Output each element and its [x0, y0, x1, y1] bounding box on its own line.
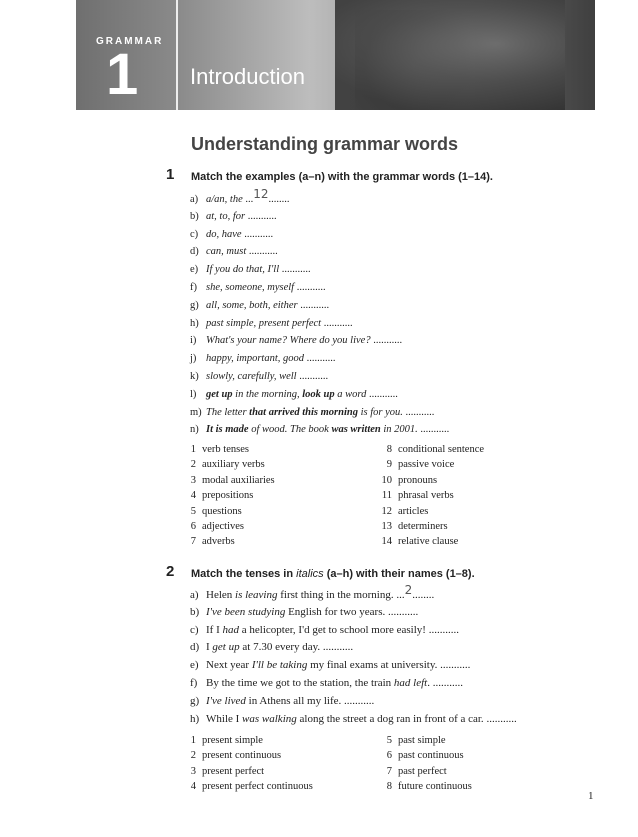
exercise-1-number: 1 [166, 166, 175, 183]
banner-photo-students [335, 0, 565, 110]
handwritten-answer[interactable]: 12 [253, 187, 269, 201]
list-item: f) she, someone, myself ........... [190, 281, 326, 293]
exercise-2-number: 2 [166, 563, 175, 580]
list-item: 8 conditional sentence [386, 444, 485, 455]
list-item: c) If I had a helicopter, I'd get to school more easily! ........... [190, 623, 459, 636]
list-item: a) Helen is leaving first thing in the morning. ...2........ [190, 583, 435, 601]
list-item: d) can, must ........... [190, 246, 278, 258]
exercise-2-instruction: Match the tenses in italics (a–h) with their names (1–8). [191, 568, 475, 580]
list-item: d) I get up at 7.30 every day. ........... [190, 641, 354, 654]
list-item: e) If you do that, I'll ........... [190, 264, 311, 276]
answer-blank[interactable]: ........... [373, 335, 403, 347]
answer-blank[interactable]: ........... [344, 694, 375, 707]
list-item: 11 phrasal verbs [381, 490, 454, 502]
banner-divider [176, 0, 178, 110]
answer-blank[interactable]: ........... [323, 317, 353, 329]
list-item: 6 past continuous [386, 750, 464, 762]
section-title: Understanding grammar words [191, 134, 459, 154]
tense-names-left [184, 733, 313, 795]
exercise-2-items [190, 583, 517, 728]
list-item: b) I've been studying English for two years. ........... [190, 605, 419, 618]
list-item: 12 articles [381, 505, 429, 517]
list-item: 1 present simple [190, 735, 263, 746]
answer-blank[interactable]: ........... [248, 246, 278, 258]
unit-title: Introduction [190, 64, 305, 89]
list-item: m) The letter that arrived this morning is for you. ........... [190, 406, 435, 418]
answer-blank[interactable]: ........... [300, 299, 330, 311]
list-item: e) Next year I'll be taking my final exams at university. ........... [190, 659, 471, 672]
list-item: 5 past simple [386, 735, 446, 746]
answer-blank[interactable]: ........... [368, 388, 398, 400]
list-item: 3 modal auxiliaries [190, 474, 275, 486]
list-item: 5 questions [190, 505, 242, 517]
list-item: 9 passive voice [386, 459, 455, 471]
list-item: 4 present perfect continuous [190, 781, 313, 793]
list-item: 4 prepositions [190, 490, 254, 502]
list-item: k) slowly, carefully, well ........... [190, 370, 329, 382]
answer-blank[interactable]: ........... [387, 605, 419, 618]
unit-label: GRAMMAR [96, 36, 164, 47]
list-item: c) do, have ........... [190, 228, 274, 240]
list-item: 13 determiners [381, 520, 448, 532]
answer-blank[interactable]: ........... [486, 712, 517, 725]
exercise-1-instruction: Match the examples (a–n) with the grammar words (1–14). [191, 171, 493, 183]
list-item: 7 adverbs [190, 536, 235, 548]
list-item: 6 adjectives [190, 520, 244, 532]
exercise-1-items [190, 187, 450, 439]
list-item: b) at, to, for ........... [190, 210, 277, 222]
grammar-words-left [184, 442, 275, 550]
list-item: 1 verb tenses [190, 444, 249, 455]
list-item: 2 present continuous [190, 750, 282, 762]
answer-blank[interactable]: ........... [322, 641, 354, 654]
page-number: 1 [588, 790, 594, 802]
answer-blank[interactable]: ........... [432, 676, 463, 689]
unit-banner [76, 0, 595, 110]
answer-blank[interactable]: ........... [306, 353, 336, 365]
list-item: g) all, some, both, either ........... [190, 299, 330, 311]
list-item: j) happy, important, good ........... [190, 353, 336, 365]
list-item: h) past simple, present perfect ........... [190, 317, 353, 329]
answer-blank[interactable]: ........... [440, 659, 471, 672]
list-item: g) I've lived in Athens all my life. ........... [190, 694, 375, 707]
unit-number: 1 [106, 42, 139, 107]
answer-blank[interactable]: ........... [428, 623, 459, 636]
list-item: l) get up in the morning, look up a word ........... [190, 388, 398, 400]
list-item: 3 present perfect [190, 765, 265, 777]
list-item: 14 relative clause [381, 536, 459, 548]
list-item: 2 auxiliary verbs [190, 459, 265, 471]
list-item: 7 past perfect [386, 765, 447, 777]
list-item: 8 future continuous [386, 781, 472, 793]
list-item: i) What's your name? Where do you live? ........... [190, 335, 403, 347]
list-item: f) By the time we got to the station, the train had left. ........... [190, 676, 463, 689]
answer-blank[interactable]: ........... [244, 228, 274, 240]
answer-blank[interactable]: ........... [247, 210, 277, 222]
handwritten-answer[interactable]: 2 [404, 583, 413, 597]
tense-names-right [380, 733, 472, 795]
list-item: h) While I was walking along the street a dog ran in front of a car. ........... [190, 712, 517, 725]
answer-blank[interactable]: ........... [420, 424, 450, 436]
grammar-words-right [380, 442, 484, 550]
list-item: n) It is made of wood. The book was written in 2001. ........... [190, 424, 450, 436]
answer-blank[interactable]: ........... [296, 281, 326, 293]
answer-blank[interactable]: ........... [405, 406, 435, 418]
list-item: a) a/an, the ...12........ [190, 187, 290, 205]
answer-blank[interactable]: ........... [281, 264, 311, 276]
list-item: 10 pronouns [381, 474, 438, 486]
answer-blank[interactable]: ........... [299, 370, 329, 382]
